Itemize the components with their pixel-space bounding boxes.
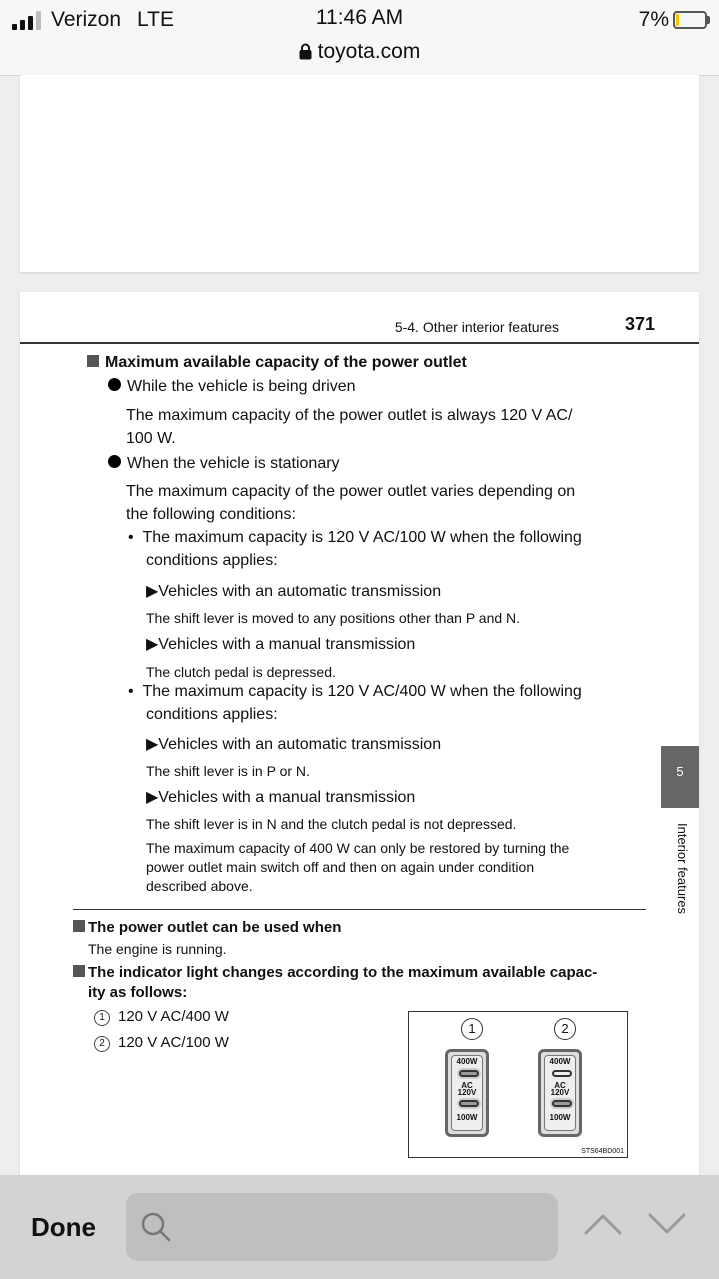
square-bullet-icon	[87, 355, 99, 367]
previous-page	[20, 75, 699, 272]
manual-transmission-1: ▶Vehicles with a manual transmission	[146, 636, 416, 653]
chapter-tab: 5	[661, 746, 699, 808]
network-type: LTE	[137, 8, 175, 31]
auto-transmission-2: ▶Vehicles with an automatic transmission	[146, 736, 442, 753]
lock-icon	[299, 43, 312, 60]
battery-icon	[673, 11, 707, 29]
manual-page	[20, 292, 699, 1192]
indicator-100w-on: 400W AC 120V 100W	[538, 1049, 582, 1137]
section-divider	[73, 909, 646, 910]
bullet-driven: While the vehicle is being driven	[108, 378, 356, 396]
indicator-figure	[408, 1011, 628, 1158]
figure-number-1: 1	[461, 1018, 483, 1040]
clock: 11:46 AM	[315, 6, 404, 29]
url-text: toyota.com	[317, 40, 421, 63]
restore-note-line1: The maximum capacity of 400 W can only be restored by turning the	[146, 840, 570, 856]
auto-transmission-1-text: The shift lever is moved to any positions other than P and N.	[146, 610, 521, 626]
lamp-400w-icon	[552, 1070, 572, 1077]
heading-indicator-line2: ity as follows:	[88, 984, 188, 1001]
condition-2: • The maximum capacity is 120 V AC/400 W when the following	[128, 683, 582, 700]
previous-match-icon[interactable]	[584, 1213, 622, 1235]
chapter-label: Interior features	[675, 823, 690, 915]
find-toolbar	[0, 1175, 719, 1279]
option-100w: 2 120 V AC/100 W	[94, 1034, 229, 1052]
next-match-icon[interactable]	[648, 1213, 686, 1235]
status-bar	[0, 0, 719, 76]
lamp-100w-icon	[459, 1100, 479, 1107]
find-input[interactable]	[126, 1193, 558, 1261]
page-number: 371	[624, 314, 655, 334]
option-400w: 1 120 V AC/400 W	[94, 1008, 229, 1026]
address-bar[interactable]	[0, 40, 719, 64]
indicator-400w-on: 400W AC 120V 100W	[445, 1049, 489, 1137]
condition-1-line2: conditions applies:	[146, 552, 278, 569]
manual-transmission-2-text: The shift lever is in N and the clutch pedal is not depressed.	[146, 816, 517, 832]
lamp-100w-icon	[552, 1100, 572, 1107]
usage-text: The engine is running.	[88, 941, 227, 957]
heading-max-capacity: Maximum available capacity of the power outlet	[87, 354, 467, 372]
restore-note-line2: power outlet main switch off and then on again under condition	[146, 859, 535, 875]
header-divider	[20, 342, 699, 344]
lamp-400w-icon	[459, 1070, 479, 1077]
driven-text-line2: 100 W.	[126, 430, 176, 447]
auto-transmission-2-text: The shift lever is in P or N.	[146, 763, 310, 779]
driven-text-line1: The maximum capacity of the power outlet is always 120 V AC/	[126, 407, 573, 424]
square-bullet-icon	[73, 920, 85, 932]
manual-transmission-2: ▶Vehicles with a manual transmission	[146, 789, 416, 806]
battery-status	[639, 8, 707, 32]
condition-2-line2: conditions applies:	[146, 706, 278, 723]
figure-number-2: 2	[554, 1018, 576, 1040]
search-icon	[140, 1211, 172, 1243]
number-2-icon: 2	[94, 1036, 110, 1052]
figure-code: STS64BD001	[581, 1148, 624, 1155]
bullet-icon	[108, 378, 121, 391]
stationary-text-line1: The maximum capacity of the power outlet varies depending on	[126, 483, 576, 500]
done-button[interactable]: Done	[31, 1212, 96, 1242]
heading-indicator: The indicator light changes according to the maximum available capac-	[73, 964, 597, 981]
restore-note-line3: described above.	[146, 878, 253, 894]
manual-transmission-1-text: The clutch pedal is depressed.	[146, 664, 336, 680]
carrier-name: Verizon	[51, 8, 122, 31]
number-1-icon: 1	[94, 1010, 110, 1026]
auto-transmission-1: ▶Vehicles with an automatic transmission	[146, 583, 442, 600]
square-bullet-icon	[73, 965, 85, 977]
bullet-stationary: When the vehicle is stationary	[108, 455, 340, 473]
bullet-icon	[108, 455, 121, 468]
condition-1: • The maximum capacity is 120 V AC/100 W when the following	[128, 529, 582, 546]
heading-usage: The power outlet can be used when	[73, 919, 341, 936]
section-title: 5-4. Other interior features	[394, 319, 559, 335]
battery-percent: 7%	[638, 8, 669, 31]
stationary-text-line2: the following conditions:	[126, 506, 296, 523]
